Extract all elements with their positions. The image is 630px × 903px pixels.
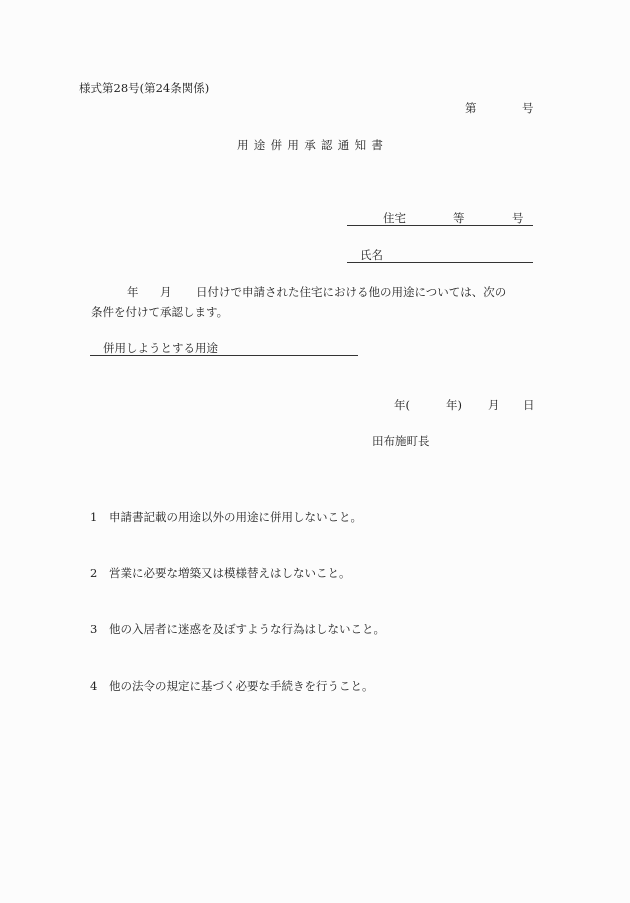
condition-text: 他の法令の規定に基づく必要な手続きを行うこと。 [109,679,374,693]
condition-text: 他の入居者に迷惑を及ぼすような行為はしないこと。 [109,622,385,636]
address-label: 住宅 [383,211,406,225]
address-field-underline [347,211,533,226]
date-year-open: 年( [394,398,410,412]
condition-item [90,622,385,636]
condition-text: 営業に必要な増築又は模様替えはしないこと。 [109,566,351,580]
date-year-close: 年) [446,398,462,412]
form-number: 様式第28号(第24条関係) [79,81,210,95]
issuer-name: 田布施町長 [372,434,430,448]
body-month-label: 月 [160,285,172,299]
body-year-label: 年 [127,285,139,299]
condition-item [90,566,351,580]
condition-number: 1 [90,510,98,524]
address-mid-label: 等 [453,211,465,225]
document-title: 用途併用承認通知書 [237,138,389,152]
address-suffix-label: 号 [512,211,524,225]
condition-item [90,679,374,693]
doc-number-suffix: 号 [522,101,534,115]
doc-number-prefix: 第 [465,101,477,115]
body-text-line1: 日付けで申請された住宅における他の用途については、次の [196,285,507,299]
condition-item [90,510,362,524]
condition-number: 4 [90,679,98,693]
date-day: 日 [523,398,535,412]
name-label: 氏名 [360,248,383,262]
purpose-label: 併用しようとする用途 [103,341,218,355]
condition-number: 2 [90,566,98,580]
date-month: 月 [488,398,500,412]
condition-number: 3 [90,622,98,636]
condition-text: 申請書記載の用途以外の用途に併用しないこと。 [109,510,362,524]
body-text-line2: 条件を付けて承認します。 [91,305,229,319]
